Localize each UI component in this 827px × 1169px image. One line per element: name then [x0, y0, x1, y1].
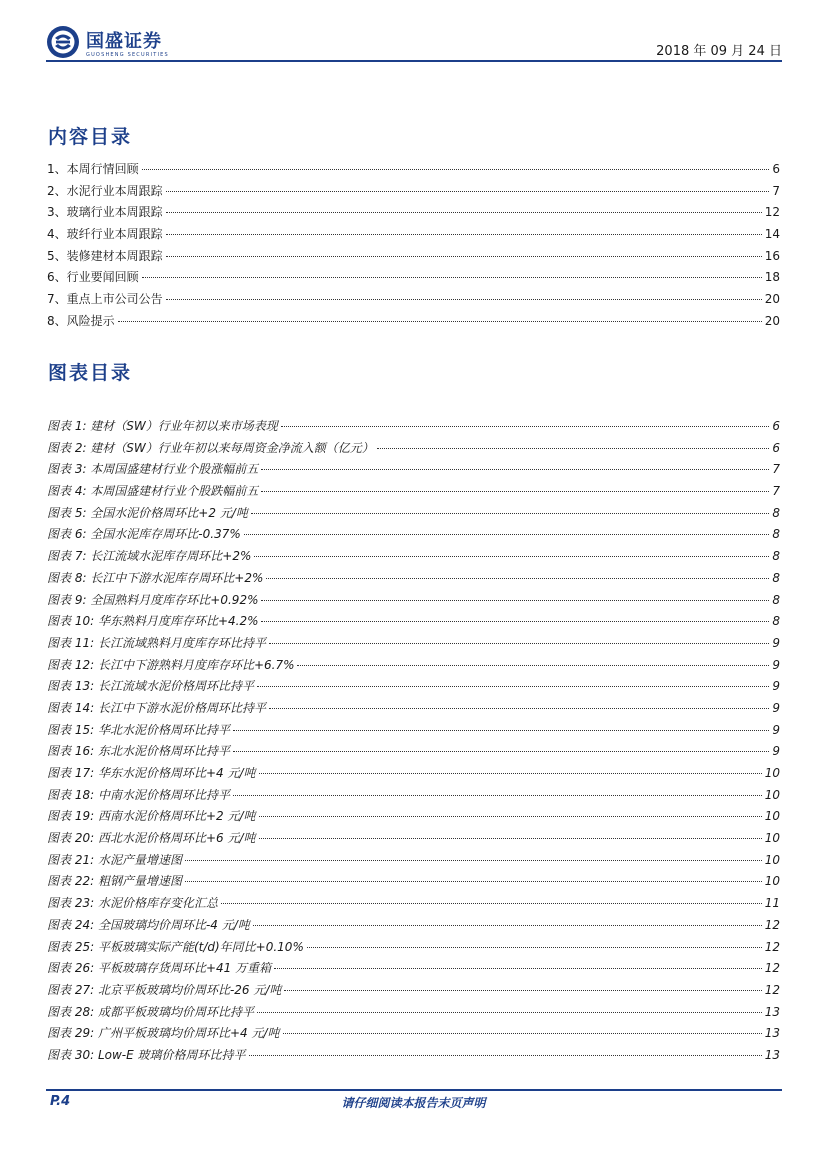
dot-leader [261, 600, 769, 601]
dot-leader [257, 1012, 762, 1013]
contents-entry[interactable] [47, 268, 780, 290]
dot-leader [259, 838, 762, 839]
figure-entry-label: 图表 9: 全国熟料月度库存环比+0.92% [47, 592, 259, 607]
disclaimer-note: 请仔细阅读本报告末页声明 [341, 1096, 486, 1110]
dot-leader [233, 795, 762, 796]
dot-leader [284, 990, 761, 991]
contents-entry-label: 4、玻纤行业本周跟踪 [47, 227, 163, 242]
figure-entry-page: 10 [764, 831, 780, 846]
contents-entry-page: 16 [764, 248, 780, 263]
figure-entry[interactable] [47, 938, 780, 960]
contents-entry-label: 5、装修建材本周跟踪 [47, 248, 163, 263]
figure-entry-page: 10 [764, 852, 780, 867]
contents-entry[interactable] [47, 247, 780, 269]
figure-entry-label: 图表 26: 平板玻璃存货周环比+41 万重箱 [47, 961, 272, 976]
figure-entry-page: 9 [772, 744, 780, 759]
figure-entry-page: 7 [772, 462, 780, 477]
figure-entry-label: 图表 11: 长江流域熟料月度库存环比持平 [47, 635, 266, 650]
figure-entry-page: 12 [764, 917, 780, 932]
figure-entry-label: 图表 6: 全国水泥库存周环比-0.37% [47, 527, 241, 542]
figure-entry-label: 图表 27: 北京平板玻璃均价周环比-26 元/吨 [47, 982, 282, 997]
figure-entry[interactable] [47, 547, 780, 569]
figure-entry-label: 图表 14: 长江中下游水泥价格周环比持平 [47, 700, 266, 715]
figure-entry-page: 6 [772, 419, 780, 433]
contents-entry-page: 6 [772, 162, 780, 176]
figure-entry[interactable] [47, 764, 780, 786]
footer-divider [46, 1089, 782, 1091]
figure-entry-label: 图表 7: 长江流域水泥库存周环比+2% [47, 549, 252, 564]
contents-entry-label: 8、风险提示 [47, 313, 115, 328]
figure-entry-page: 8 [772, 505, 780, 520]
figure-entry-label: 图表 13: 长江流域水泥价格周环比持平 [47, 679, 254, 694]
figure-entry-label: 图表 12: 长江中下游熟料月度库存环比+6.7% [47, 657, 295, 672]
figure-entry[interactable] [47, 417, 780, 439]
figure-entry[interactable] [47, 872, 780, 894]
dot-leader [274, 968, 762, 969]
dot-leader [259, 773, 762, 774]
dot-leader [185, 860, 762, 861]
page-number: P.4 [50, 1094, 71, 1109]
figure-entry[interactable] [47, 439, 780, 461]
contents-entry-label: 2、水泥行业本周跟踪 [47, 183, 163, 198]
figure-entry[interactable] [47, 916, 780, 938]
figure-entry[interactable] [47, 981, 780, 1003]
contents-entry-page: 7 [772, 183, 780, 198]
figure-entry-page: 8 [772, 549, 780, 564]
contents-entry-label: 7、重点上市公司公告 [47, 292, 163, 307]
figure-entry[interactable] [47, 742, 780, 764]
dot-leader [251, 513, 770, 514]
figure-entry-page: 12 [764, 961, 780, 976]
dot-leader [142, 169, 770, 170]
dot-leader [269, 643, 769, 644]
dot-leader [249, 1055, 762, 1056]
figure-entry-page: 7 [772, 484, 780, 499]
contents-entry-page: 12 [764, 205, 780, 220]
dot-leader [166, 212, 762, 213]
figure-entry[interactable] [47, 591, 780, 613]
figure-entry-label: 图表 25: 平板玻璃实际产能(t/d)年同比+0.10% [47, 939, 304, 954]
figure-entry-label: 图表 15: 华北水泥价格周环比持平 [47, 722, 230, 737]
figure-entry[interactable] [47, 1046, 780, 1068]
figure-entry-label: 图表 4: 本周国盛建材行业个股跌幅前五 [47, 484, 259, 499]
dot-leader [281, 426, 770, 427]
figure-entry-page: 10 [764, 874, 780, 889]
dot-leader [166, 256, 762, 257]
figure-entry-page: 6 [772, 440, 780, 455]
contents-entry-label: 3、玻璃行业本周跟踪 [47, 205, 163, 220]
figure-entry-label: 图表 8: 长江中下游水泥库存周环比+2% [47, 570, 264, 585]
dot-leader [166, 191, 770, 192]
dot-leader [254, 556, 769, 557]
dot-leader [253, 925, 762, 926]
figure-entry[interactable] [47, 959, 780, 981]
figures-title: 图表目录 [48, 362, 133, 384]
figure-entry[interactable] [47, 829, 780, 851]
figure-entry-label: 图表 20: 西北水泥价格周环比+6 元/吨 [47, 831, 256, 846]
figures-list [47, 417, 780, 1068]
contents-entry-page: 18 [764, 270, 780, 285]
figure-entry[interactable] [47, 699, 780, 721]
figure-entry-label: 图表 23: 水泥价格库存变化汇总 [47, 896, 218, 911]
contents-entry[interactable] [47, 182, 780, 204]
figure-entry-label: 图表 29: 广州平板玻璃均价周环比+4 元/吨 [47, 1026, 280, 1041]
figure-entry[interactable] [47, 786, 780, 808]
figure-entry-label: 图表 21: 水泥产量增速图 [47, 852, 182, 867]
figure-entry-page: 9 [772, 700, 780, 715]
figure-entry-page: 13 [764, 1026, 780, 1041]
dot-leader [261, 469, 769, 470]
figure-entry[interactable] [47, 634, 780, 656]
figure-entry-page: 11 [764, 896, 780, 911]
figure-entry-page: 8 [772, 570, 780, 585]
contents-list [47, 160, 780, 334]
figure-entry[interactable] [47, 677, 780, 699]
figure-entry[interactable] [47, 612, 780, 634]
figure-entry[interactable] [47, 1003, 780, 1025]
figure-entry-label: 图表 10: 华东熟料月度库存环比+4.2% [47, 614, 259, 629]
figure-entry[interactable] [47, 1024, 780, 1046]
guosheng-logo-icon [46, 25, 80, 59]
figure-entry[interactable] [47, 851, 780, 873]
contents-entry[interactable] [47, 290, 780, 312]
figure-entry[interactable] [47, 656, 780, 678]
dot-leader [283, 1033, 762, 1034]
figure-entry-label: 图表 28: 成都平板玻璃均价周环比持平 [47, 1004, 254, 1019]
dot-leader [257, 686, 769, 687]
figure-entry-page: 13 [764, 1004, 780, 1019]
figure-entry-label: 图表 24: 全国玻璃均价周环比-4 元/吨 [47, 917, 250, 932]
figure-entry[interactable] [47, 721, 780, 743]
figure-entry-label: 图表 5: 全国水泥价格周环比+2 元/吨 [47, 505, 248, 520]
figure-entry-page: 10 [764, 809, 780, 824]
dot-leader [377, 448, 770, 449]
contents-entry-page: 20 [764, 292, 780, 307]
figure-entry-label: 图表 22: 粗钢产量增速图 [47, 874, 182, 889]
dot-leader [297, 665, 769, 666]
dot-leader [221, 903, 762, 904]
figure-entry-page: 12 [764, 939, 780, 954]
contents-entry-label: 6、行业要闻回顾 [47, 270, 139, 285]
figure-entry-label: 图表 17: 华东水泥价格周环比+4 元/吨 [47, 766, 256, 780]
figure-entry-page: 9 [772, 635, 780, 650]
dot-leader [166, 234, 762, 235]
figure-entry-label: 图表 30: Low-E 玻璃价格周环比持平 [47, 1047, 246, 1062]
figure-entry[interactable] [47, 569, 780, 591]
figure-entry-label: 图表 16: 东北水泥价格周环比持平 [47, 744, 230, 759]
dot-leader [269, 708, 769, 709]
contents-title: 内容目录 [48, 126, 133, 148]
dot-leader [142, 277, 762, 278]
figure-entry-page: 8 [772, 614, 780, 629]
figure-entry-label: 图表 1: 建材（SW）行业年初以来市场表现 [47, 419, 278, 433]
figure-entry-page: 12 [764, 982, 780, 997]
dot-leader [261, 621, 769, 622]
figure-entry-label: 图表 19: 西南水泥价格周环比+2 元/吨 [47, 809, 256, 824]
figure-entry[interactable] [47, 894, 780, 916]
dot-leader [307, 947, 762, 948]
dot-leader [266, 578, 769, 579]
figure-entry-page: 13 [764, 1047, 780, 1062]
contents-entry-label: 1、本周行情回顾 [47, 162, 139, 176]
figure-entry-page: 9 [772, 657, 780, 672]
report-date: 2018 年 09 月 24 日 [656, 44, 782, 59]
contents-entry[interactable] [47, 225, 780, 247]
page-header [46, 22, 782, 62]
figure-entry[interactable] [47, 482, 780, 504]
contents-entry-page: 20 [764, 313, 780, 328]
dot-leader [259, 816, 762, 817]
figure-entry-page: 10 [764, 787, 780, 802]
dot-leader [233, 751, 769, 752]
figure-entry-page: 8 [772, 592, 780, 607]
figure-entry-page: 9 [772, 679, 780, 694]
dot-leader [233, 730, 769, 731]
contents-entry[interactable] [47, 203, 780, 225]
figure-entry[interactable] [47, 525, 780, 547]
dot-leader [185, 881, 762, 882]
contents-entry[interactable] [47, 160, 780, 182]
figure-entry-page: 10 [764, 766, 780, 780]
brand-subtitle: GUOSHENG SECURITIES [86, 52, 169, 58]
figure-entry-label: 图表 2: 建材（SW）行业年初以来每周资金净流入额（亿元） [47, 440, 374, 455]
contents-entry-page: 14 [764, 227, 780, 242]
figure-entry-label: 图表 3: 本周国盛建材行业个股涨幅前五 [47, 462, 259, 477]
figure-entry-page: 9 [772, 722, 780, 737]
header-divider [46, 60, 782, 62]
figure-entry[interactable] [47, 460, 780, 482]
figure-entry[interactable] [47, 504, 780, 526]
figure-entry-page: 8 [772, 527, 780, 542]
brand-name: 国盛证券 [86, 31, 162, 52]
contents-entry[interactable] [47, 312, 780, 334]
figure-entry-label: 图表 18: 中南水泥价格周环比持平 [47, 787, 230, 802]
figure-entry[interactable] [47, 807, 780, 829]
dot-leader [244, 534, 770, 535]
dot-leader [261, 491, 769, 492]
dot-leader [118, 321, 762, 322]
dot-leader [166, 299, 762, 300]
